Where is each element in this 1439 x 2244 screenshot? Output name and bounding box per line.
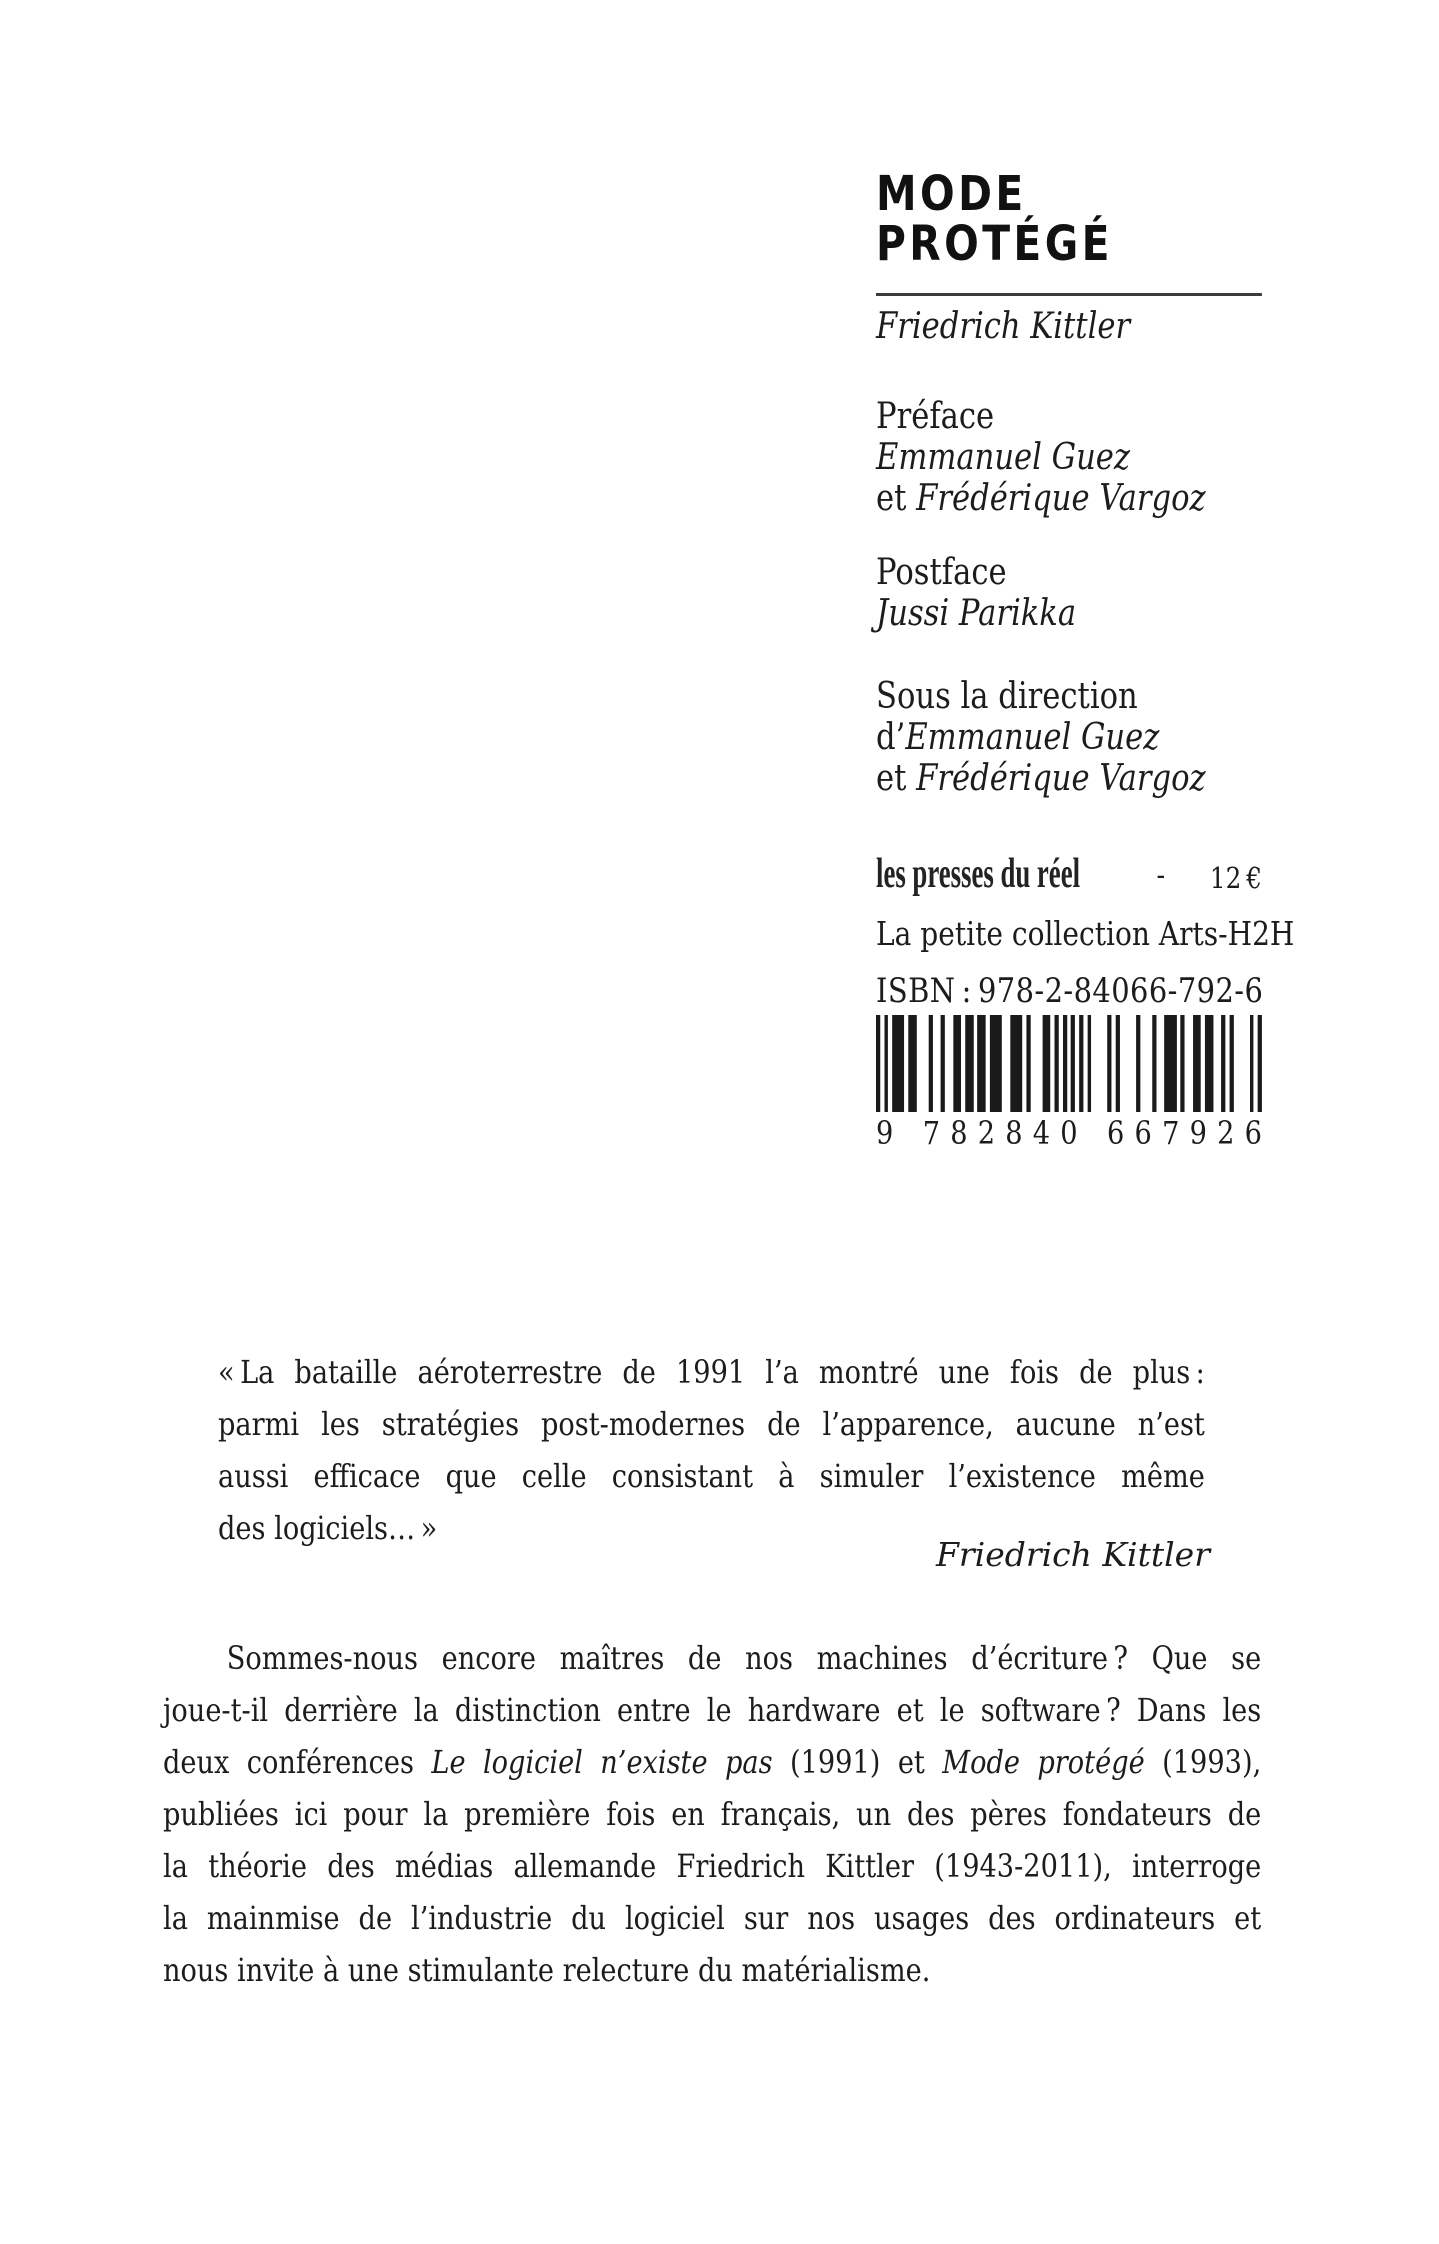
description-paragraph xyxy=(163,1632,1261,1996)
barcode-bar xyxy=(876,1015,880,1112)
paragraph-text: (1993), xyxy=(1144,1743,1262,1781)
price: 12 € xyxy=(1209,861,1262,895)
barcode-bar xyxy=(1205,1015,1213,1112)
barcode-bar xyxy=(1063,1015,1067,1112)
quote-attribution: Friedrich Kittler xyxy=(935,1535,1210,1574)
credit-name: Emmanuel Guez xyxy=(876,437,1131,478)
credit-name: Frédérique Vargoz xyxy=(916,758,1206,799)
barcode-bar xyxy=(1221,1015,1225,1112)
quote-line: aussi efficace que celle consistant à simuler l’existence même xyxy=(218,1457,1205,1495)
credit-role: Préface xyxy=(876,396,995,437)
credit-postface xyxy=(876,552,1076,634)
paragraph-line: joue-t-il derrière la distinction entre le hardware et le software ? Dans les xyxy=(163,1691,1262,1729)
barcode-bar xyxy=(1116,1015,1120,1112)
barcode-bar xyxy=(965,1015,973,1112)
collection-name: La petite collection Arts-H2H xyxy=(876,914,1295,953)
barcode-bar xyxy=(941,1015,945,1112)
barcode-bar xyxy=(1071,1015,1075,1112)
title-rule xyxy=(876,293,1262,296)
credit-line xyxy=(876,717,1206,758)
barcode-bar xyxy=(1026,1015,1030,1112)
barcode-bar xyxy=(1055,1015,1059,1112)
paragraph-line: la théorie des médias allemande Friedrich Kittler (1943-2011), interroge xyxy=(163,1847,1262,1885)
barcode-bar xyxy=(1010,1015,1022,1112)
barcode-digit-group: 9 xyxy=(876,1114,894,1152)
barcode-bar xyxy=(1043,1015,1051,1112)
publisher-row xyxy=(876,850,1262,902)
credit-preface xyxy=(876,396,1206,519)
barcode-bar xyxy=(1079,1015,1083,1112)
barcode-bar xyxy=(884,1015,888,1112)
barcode-bar xyxy=(1087,1015,1091,1112)
quote-line: parmi les stratégies post-modernes de l’apparence, aucune n’est xyxy=(218,1405,1205,1443)
credit-name: Frédérique Vargoz xyxy=(916,478,1206,519)
credit-name-prefix: et xyxy=(876,478,917,519)
barcode-bar xyxy=(929,1015,933,1112)
paragraph-line: Sommes-nous encore maîtres de nos machines d’écriture ? Que se xyxy=(226,1639,1262,1677)
isbn-label: ISBN : 978-2-84066-792-6 xyxy=(876,971,1264,1011)
barcode-bar xyxy=(1193,1015,1201,1112)
barcode-bar xyxy=(892,1015,904,1112)
credit-line xyxy=(876,593,1076,634)
work-title-italic: Mode protégé xyxy=(942,1743,1145,1781)
barcode-bar xyxy=(908,1015,916,1112)
credit-direction xyxy=(876,676,1206,799)
barcode-bar xyxy=(1136,1015,1140,1112)
credit-role: Sous la direction xyxy=(876,676,1138,717)
price-separator: - xyxy=(1156,858,1166,893)
book-title xyxy=(876,166,1113,272)
barcode-bar xyxy=(978,1015,986,1112)
paragraph-line: nous invite à une stimulante relecture du matérialisme. xyxy=(163,1951,931,1989)
ean13-barcode xyxy=(876,1015,1262,1112)
barcode-bar xyxy=(953,1015,961,1112)
credit-line xyxy=(876,758,1206,799)
paragraph-text: (1991) et xyxy=(772,1743,943,1781)
credit-line xyxy=(876,437,1206,478)
barcode-bar xyxy=(1181,1015,1185,1112)
barcode-bar xyxy=(1164,1015,1176,1112)
barcode-bar xyxy=(990,1015,1002,1112)
barcode-bar xyxy=(1250,1015,1254,1112)
barcode-bar xyxy=(1152,1015,1156,1112)
cover-info-column xyxy=(876,166,1295,1179)
barcode-bar xyxy=(1258,1015,1262,1112)
credit-name: Jussi Parikka xyxy=(876,593,1077,634)
quote-line: des logiciels… » xyxy=(218,1509,438,1547)
paragraph-line: publiées ici pour la première fois en français, un des pères fondateurs de xyxy=(163,1795,1262,1833)
barcode-digits xyxy=(876,1114,1273,1152)
barcode-digit-group: 667926 xyxy=(1107,1114,1273,1152)
book-title-line1: MODE xyxy=(876,166,1027,222)
paragraph-line: la mainmise de l’industrie du logiciel sur nos usages des ordinateurs et xyxy=(163,1899,1262,1937)
work-title-italic: Le logiciel n’existe pas xyxy=(431,1743,773,1781)
credit-role: Postface xyxy=(876,552,1007,593)
credit-name-prefix: d’ xyxy=(876,717,906,758)
paragraph-text: deux conférences xyxy=(163,1743,432,1781)
barcode-digit-group: 782840 xyxy=(922,1114,1088,1152)
barcode-bar xyxy=(1108,1015,1112,1112)
barcode-bar xyxy=(1229,1015,1233,1112)
publisher-logo: les presses du réel xyxy=(876,851,1081,897)
author-name: Friedrich Kittler xyxy=(876,306,1131,347)
paragraph-line xyxy=(163,1736,1261,1788)
credit-name: Emmanuel Guez xyxy=(905,717,1160,758)
credit-name-prefix: et xyxy=(876,758,917,799)
credit-line xyxy=(876,478,1206,519)
back-cover-quote xyxy=(218,1346,1205,1554)
quote-line: « La bataille aéroterrestre de 1991 l’a montré une fois de plus : xyxy=(218,1353,1205,1391)
book-title-line2: PROTÉGÉ xyxy=(876,216,1113,272)
